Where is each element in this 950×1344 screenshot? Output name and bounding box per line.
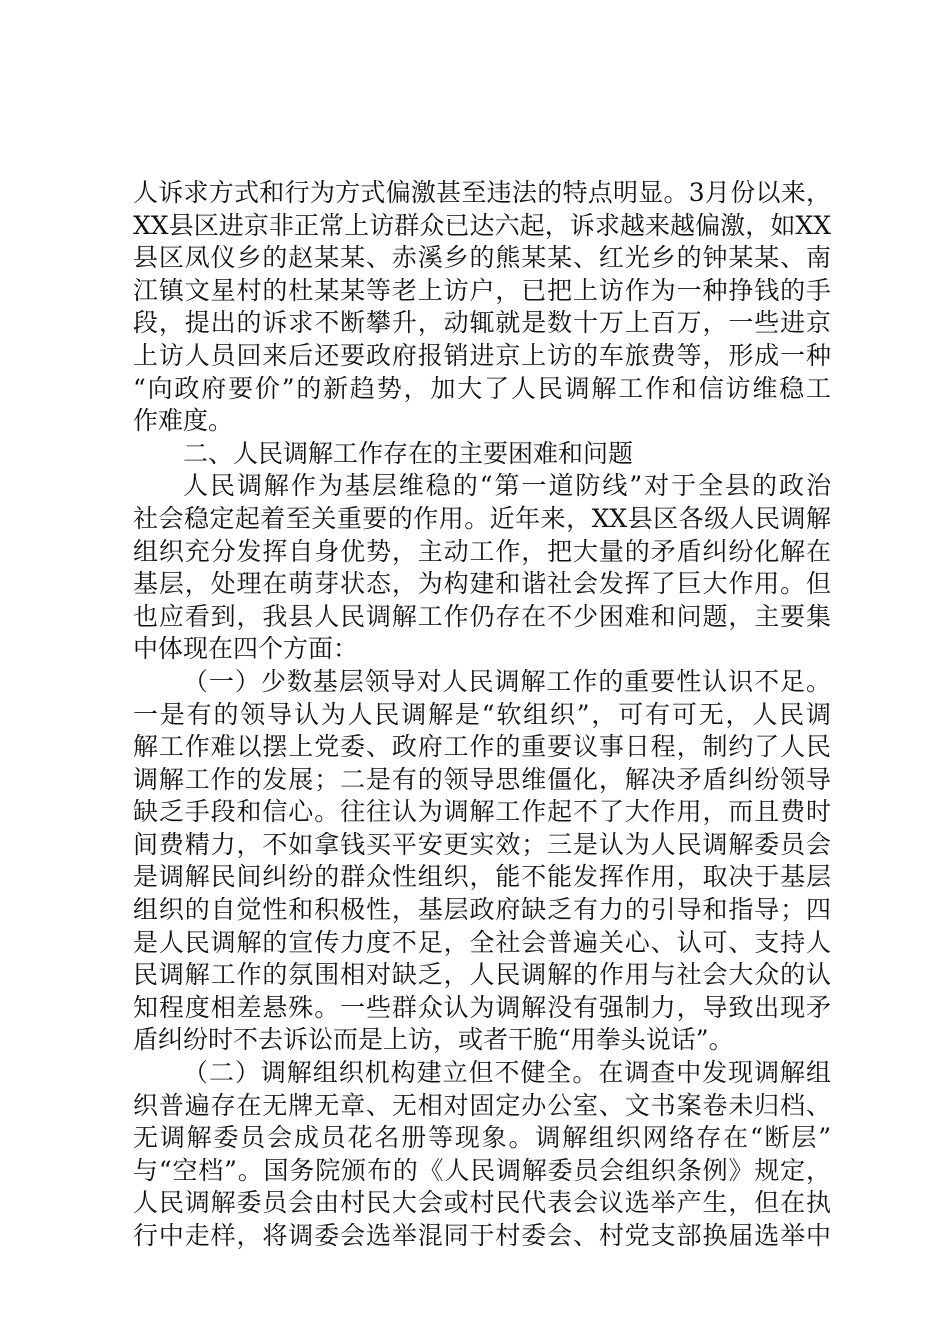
text-line: 盾纠纷时不去诉讼而是上访，或者干脆“用拳头说话”。: [133, 1025, 734, 1055]
text-line: 县区凤仪乡的赵某某、赤溪乡的熊某某、红光乡的钟某某、南: [133, 243, 831, 273]
document-body: [133, 177, 831, 1253]
text-line: 上访人员回来后还要政府报销进京上访的车旅费等，形成一种: [133, 340, 831, 370]
text-line: 缺乏手段和信心。往往认为调解工作起不了大作用，而且费时: [133, 797, 831, 827]
text-line: 与“空档”。国务院颁布的《人民调解委员会组织条例》规定，: [133, 1155, 831, 1185]
text-line: （二）调解组织机构建立但不健全。在调查中发现调解组: [183, 1058, 831, 1088]
text-line: 间费精力，不如拿钱买平安更实效；三是认为人民调解委员会: [133, 829, 831, 859]
text-line: 无调解委员会成员花名册等现象。调解组织网络存在“断层”: [133, 1123, 831, 1153]
text-line: 人民调解作为基层维稳的“第一道防线”对于全县的政治: [183, 471, 831, 501]
text-line: 人诉求方式和行为方式偏激甚至违法的特点明显。3月份以来，: [133, 178, 831, 207]
text-line: 基层，处理在萌芽状态，为构建和谐社会发挥了巨大作用。但: [133, 569, 831, 599]
text-line: 二、人民调解工作存在的主要困难和问题: [183, 438, 634, 468]
text-line: 一是有的领导认为人民调解是“软组织”，可有可无，人民调: [133, 699, 831, 729]
text-line: 社会稳定起着至关重要的作用。近年来，XX县区各级人民调解: [133, 503, 831, 533]
text-line: 中体现在四个方面：: [133, 634, 359, 664]
text-line: XX县区进京非正常上访群众已达六起，诉求越来越偏激，如XX: [133, 210, 831, 240]
text-line: 调解工作的发展；二是有的领导思维僵化，解决矛盾纠纷领导: [133, 764, 831, 794]
text-line: 段，提出的诉求不断攀升，动辄就是数十万上百万，一些进京: [133, 308, 831, 338]
text-line: 民调解工作的氛围相对缺乏，人民调解的作用与社会大众的认: [133, 960, 831, 990]
text-line: 是人民调解的宣传力度不足，全社会普遍关心、认可、支持人: [133, 927, 831, 957]
text-line: 解工作难以摆上党委、政府工作的重要议事日程，制约了人民: [133, 732, 831, 762]
text-line: 人民调解委员会由村民大会或村民代表会议选举产生，但在执: [133, 1188, 831, 1218]
text-line: （一）少数基层领导对人民调解工作的重要性认识不足。: [183, 666, 831, 696]
text-line: 知程度相差悬殊。一些群众认为调解没有强制力，导致出现矛: [133, 992, 831, 1022]
text-line: 组织充分发挥自身优势，主动工作，把大量的矛盾纠纷化解在: [133, 536, 831, 566]
text-line: 织普遍存在无牌无章、无相对固定办公室、文书案卷未归档、: [133, 1090, 831, 1120]
text-line: 江镇文星村的杜某某等老上访户，已把上访作为一种挣钱的手: [133, 275, 831, 305]
text-line: 作难度。: [133, 406, 234, 436]
text-line: 也应看到，我县人民调解工作仍存在不少困难和问题，主要集: [133, 601, 831, 631]
text-line: 行中走样，将调委会选举混同于村委会、村党支部换届选举中: [133, 1221, 831, 1250]
text-line: 是调解民间纠纷的群众性组织，能不能发挥作用，取决于基层: [133, 862, 831, 892]
text-line: “向政府要价”的新趋势，加大了人民调解工作和信访维稳工: [133, 373, 831, 403]
text-line: 组织的自觉性和积极性，基层政府缺乏有力的引导和指导；四: [133, 895, 831, 925]
